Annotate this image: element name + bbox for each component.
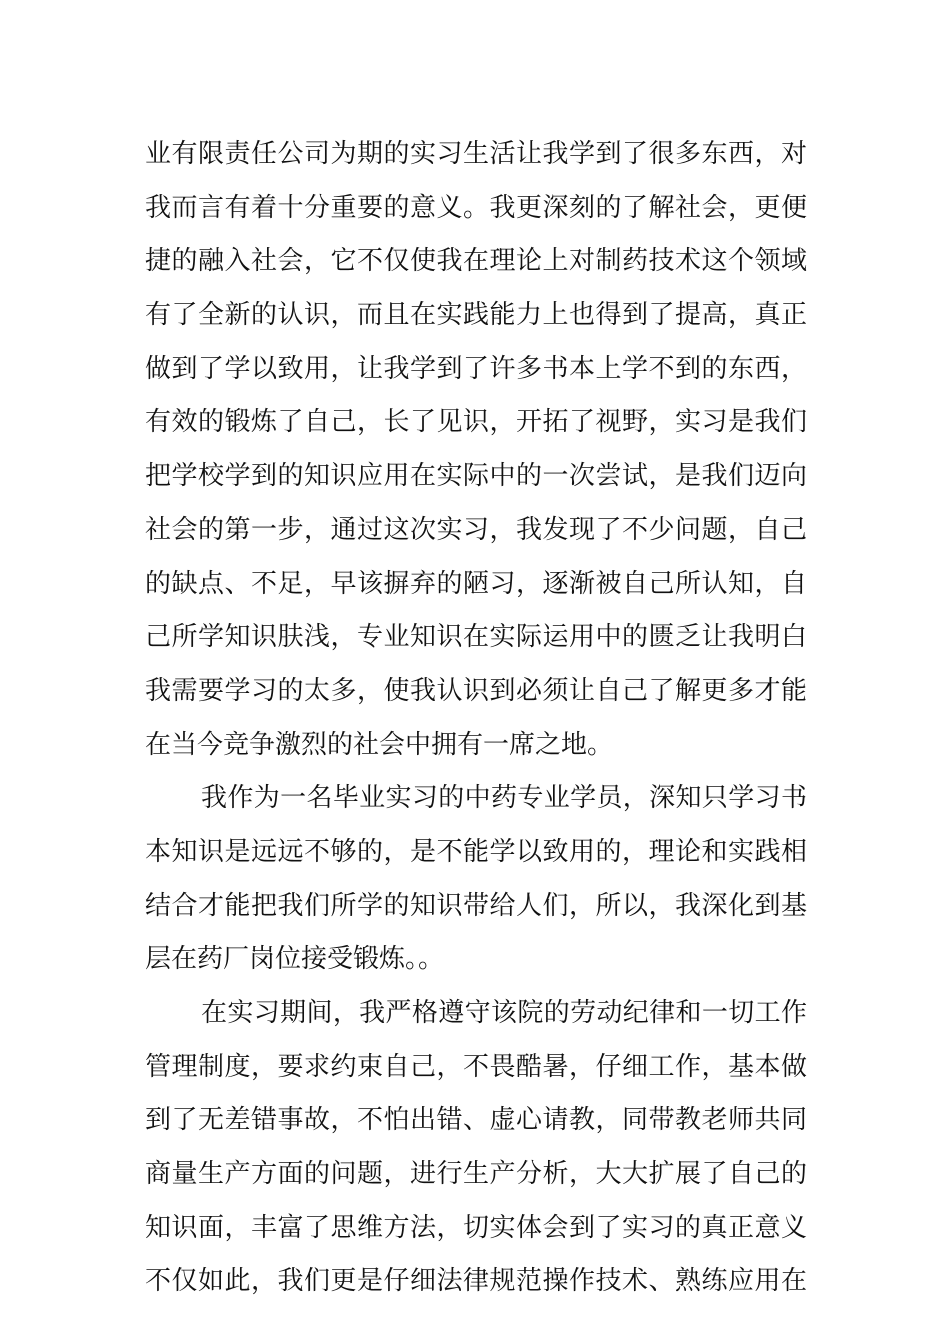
text-line: 到了无差错事故，不怕出错、虚心请教，同带教老师共同 xyxy=(145,1105,807,1136)
paragraph-3 xyxy=(145,987,807,1309)
text-line: 结合才能把我们所学的知识带给人们，所以，我深化到基 xyxy=(145,890,807,921)
text-line: 在实习期间，我严格遵守该院的劳动纪律和一切工作 xyxy=(201,998,807,1028)
text-line: 己所学知识肤浅，专业知识在实际运用中的匮乏让我明白 xyxy=(145,622,807,653)
text-line: 层在药厂岗位接受锻炼。。 xyxy=(145,944,445,975)
text-line: 本知识是远远不够的，是不能学以致用的，理论和实践相 xyxy=(145,836,807,867)
text-line: 社会的第一步，通过这次实习，我发现了不少问题，自己 xyxy=(145,514,807,545)
text-line: 有了全新的认识，而且在实践能力上也得到了提高，真正 xyxy=(145,300,807,331)
paragraph-1 xyxy=(145,128,807,772)
document-body xyxy=(145,128,807,1309)
text-line: 捷的融入社会，它不仅使我在理论上对制药技术这个领域 xyxy=(145,246,807,277)
text-line: 做到了学以致用，让我学到了许多书本上学不到的东西， xyxy=(145,353,807,384)
text-line: 商量生产方面的问题，进行生产分析，大大扩展了自己的 xyxy=(145,1159,807,1190)
text-line: 知识面，丰富了思维方法，切实体会到了实习的真正意义 xyxy=(145,1212,807,1243)
text-line: 我需要学习的太多，使我认识到必须让自己了解更多才能 xyxy=(145,675,807,706)
text-line: 的缺点、不足，早该摒弃的陋习，逐渐被自己所认知，自 xyxy=(145,568,807,599)
text-line: 有效的锻炼了自己，长了见识，开拓了视野，实习是我们 xyxy=(145,407,807,438)
text-line: 业有限责任公司为期的实习生活让我学到了很多东西，对 xyxy=(145,139,807,169)
text-line: 我作为一名毕业实习的中药专业学员，深知只学习书 xyxy=(201,783,807,814)
paragraph-2 xyxy=(145,772,807,987)
text-line: 把学校学到的知识应用在实际中的一次尝试，是我们迈向 xyxy=(145,461,807,492)
text-line: 管理制度，要求约束自己，不畏酷暑，仔细工作，基本做 xyxy=(145,1051,807,1082)
text-line: 我而言有着十分重要的意义。我更深刻的了解社会，更便 xyxy=(145,192,807,223)
text-line: 不仅如此，我们更是仔细法律规范操作技术、熟练应用在 xyxy=(145,1266,807,1297)
text-line: 在当今竞争激烈的社会中拥有一席之地。 xyxy=(145,729,614,760)
